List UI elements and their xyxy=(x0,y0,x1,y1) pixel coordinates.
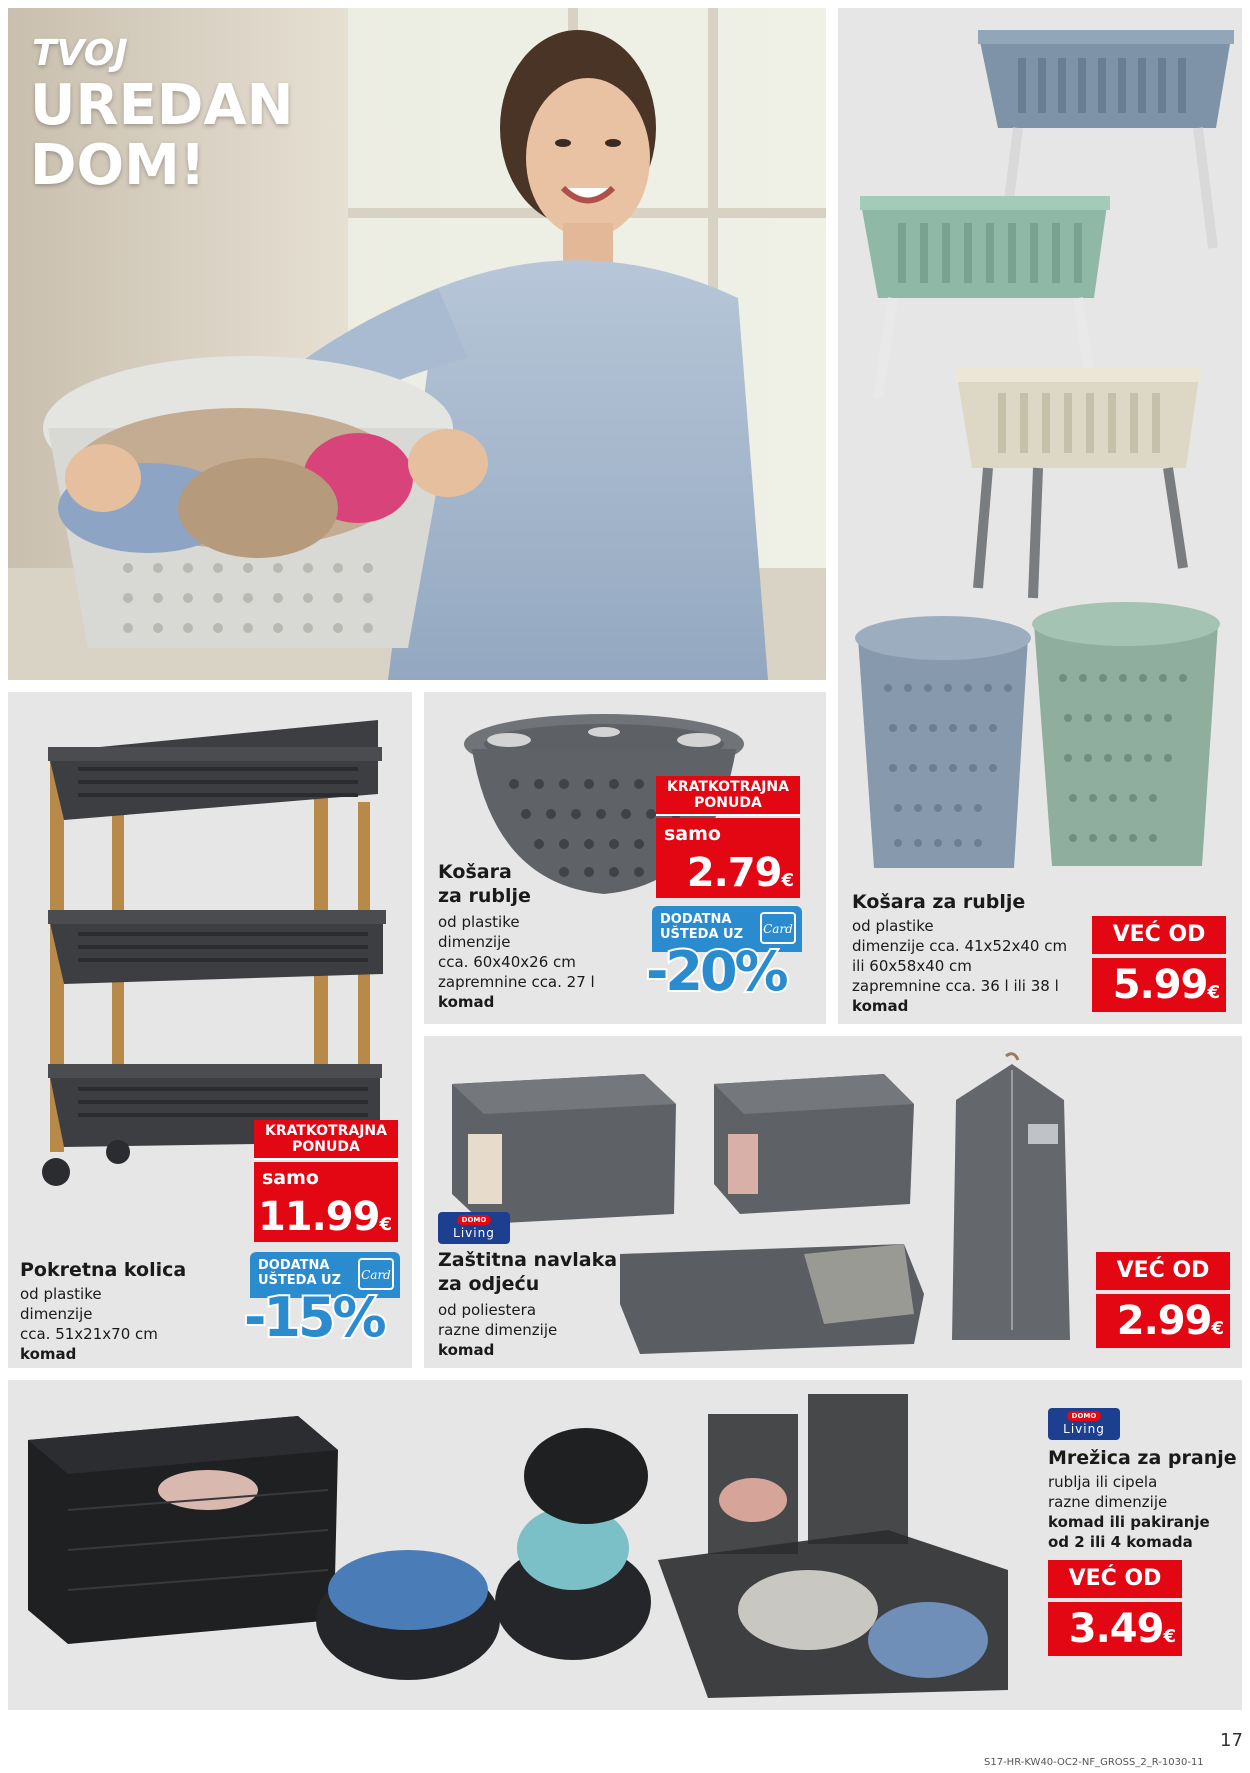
cover-title xyxy=(438,1248,617,1296)
cover-title-line1: Zaštitna navlaka xyxy=(438,1249,618,1271)
cover-panel xyxy=(424,1036,1242,1368)
oval-basket-discount: -20% xyxy=(646,940,786,1003)
oval-basket-desc-line: od plastike xyxy=(438,913,520,931)
mesh-vec-od-label: VEĆ OD xyxy=(1048,1560,1182,1598)
hamper-currency: € xyxy=(1207,982,1220,1003)
mesh-title: Mrežica za pranje xyxy=(1048,1447,1237,1469)
oval-basket-panel xyxy=(424,692,826,1024)
cover-vec-od-label: VEĆ OD xyxy=(1096,1252,1230,1290)
hamper-panel xyxy=(838,8,1242,1024)
oval-basket-card-discount-badge xyxy=(646,906,820,1018)
domo-logo-bottom: Living xyxy=(453,1226,495,1240)
rack-unit: komad xyxy=(20,1345,77,1363)
hero-title-line1: TVOJ xyxy=(32,33,128,74)
rack-card-line1: DODATNA xyxy=(258,1258,330,1273)
oval-basket-desc-line: zapremnine cca. 27 l xyxy=(438,973,595,991)
rack-panel xyxy=(8,692,412,1368)
hamper-title: Košara za rublje xyxy=(852,891,1026,913)
hamper-desc-line: od plastike xyxy=(852,917,934,935)
hamper-price xyxy=(1092,958,1226,1012)
laundry-hamper-image xyxy=(838,598,1242,878)
domo-logo-bottom: Living xyxy=(1063,1422,1105,1436)
oval-basket-title-line1: Košara xyxy=(438,861,512,883)
mesh-unit-line1: komad ili pakiranje xyxy=(1048,1513,1210,1531)
rack-discount: -15% xyxy=(244,1286,384,1349)
domo-living-brand-logo xyxy=(1048,1408,1120,1440)
rack-desc-line: od plastike xyxy=(20,1285,102,1303)
rack-card-discount-badge xyxy=(244,1252,410,1362)
cover-desc xyxy=(438,1300,557,1360)
mesh-currency: € xyxy=(1163,1626,1176,1647)
laundry-basket-stand-image xyxy=(838,8,1242,608)
oval-basket-currency: € xyxy=(781,870,794,891)
hamper-price-value: 5.99 xyxy=(1112,962,1208,1008)
rack-short-offer-badge xyxy=(254,1120,398,1160)
oval-basket-price xyxy=(656,848,800,898)
oval-basket-badge-line1: KRATKOTRAJNA xyxy=(667,779,789,795)
oval-basket-title xyxy=(438,860,531,908)
mesh-desc xyxy=(1048,1472,1210,1552)
garment-cover-image xyxy=(944,1050,1074,1350)
rack-desc-line: dimenzije xyxy=(20,1305,93,1323)
rack-badge-line2: PONUDA xyxy=(292,1139,360,1155)
oval-basket-badge-line2: PONUDA xyxy=(694,795,762,811)
hamper-vec-od-label: VEĆ OD xyxy=(1092,916,1226,954)
hamper-desc xyxy=(852,916,1067,1016)
mesh-desc-line: razne dimenzije xyxy=(1048,1493,1168,1511)
cover-desc-line: razne dimenzije xyxy=(438,1321,558,1339)
oval-basket-short-offer-badge xyxy=(656,776,800,816)
rack-badge-line1: KRATKOTRAJNA xyxy=(265,1123,387,1139)
domo-living-brand-logo xyxy=(438,1212,510,1244)
cover-unit: komad xyxy=(438,1341,495,1359)
oval-basket-price-value: 2.79 xyxy=(686,850,782,896)
rack-desc-line: cca. 51x21x70 cm xyxy=(20,1325,158,1343)
mesh-price-value: 3.49 xyxy=(1068,1606,1164,1652)
rack-samo-label: samo xyxy=(254,1162,398,1194)
card-logo-icon: Card xyxy=(760,912,796,944)
oval-basket-desc-line: dimenzije xyxy=(438,933,511,951)
print-code: S17-HR-KW40-OC2-NF_GROSS_2_R-1030-11 xyxy=(984,1757,1204,1768)
oval-basket-title-line2: za rublje xyxy=(438,885,531,907)
mesh-price xyxy=(1048,1602,1182,1656)
rack-card-line2: UŠTEDA UZ xyxy=(258,1273,342,1288)
hamper-desc-line: dimenzije cca. 41x52x40 cm xyxy=(852,937,1068,955)
hero-title-line2: UREDAN xyxy=(30,73,294,138)
hero-title-line3: DOM! xyxy=(30,133,206,198)
hamper-desc-line: ili 60x58x40 cm xyxy=(852,957,972,975)
mesh-laundry-bags-image xyxy=(8,1380,1018,1710)
cover-desc-line: od poliestera xyxy=(438,1301,537,1319)
hamper-unit: komad xyxy=(852,997,909,1015)
rack-title: Pokretna kolica xyxy=(20,1259,187,1281)
oval-basket-card-line1: DODATNA xyxy=(660,912,732,927)
rack-price xyxy=(254,1192,398,1242)
oval-basket-desc xyxy=(438,912,595,1012)
rack-price-value: 11.99 xyxy=(257,1194,380,1240)
domo-logo-top: DOMO xyxy=(457,1215,491,1225)
cover-price xyxy=(1096,1294,1230,1348)
oval-basket-samo-label: samo xyxy=(656,818,800,850)
oval-basket-card-line2: UŠTEDA UZ xyxy=(660,927,744,942)
cover-currency: € xyxy=(1211,1318,1224,1339)
mesh-desc-line: rublja ili cipela xyxy=(1048,1473,1158,1491)
rack-desc xyxy=(20,1284,158,1364)
oval-basket-desc-line: cca. 60x40x26 cm xyxy=(438,953,576,971)
hero-panel xyxy=(8,8,826,680)
mesh-unit-line2: od 2 ili 4 komada xyxy=(1048,1533,1193,1551)
mesh-panel xyxy=(8,1380,1242,1710)
card-logo-icon: Card xyxy=(358,1258,394,1290)
oval-basket-unit: komad xyxy=(438,993,495,1011)
cover-title-line2: za odjeću xyxy=(438,1273,540,1295)
hamper-desc-line: zapremnine cca. 36 l ili 38 l xyxy=(852,977,1059,995)
rack-currency: € xyxy=(379,1214,392,1235)
cover-price-value: 2.99 xyxy=(1116,1298,1212,1344)
domo-logo-top: DOMO xyxy=(1067,1411,1101,1421)
page-number: 17 xyxy=(1220,1730,1243,1751)
